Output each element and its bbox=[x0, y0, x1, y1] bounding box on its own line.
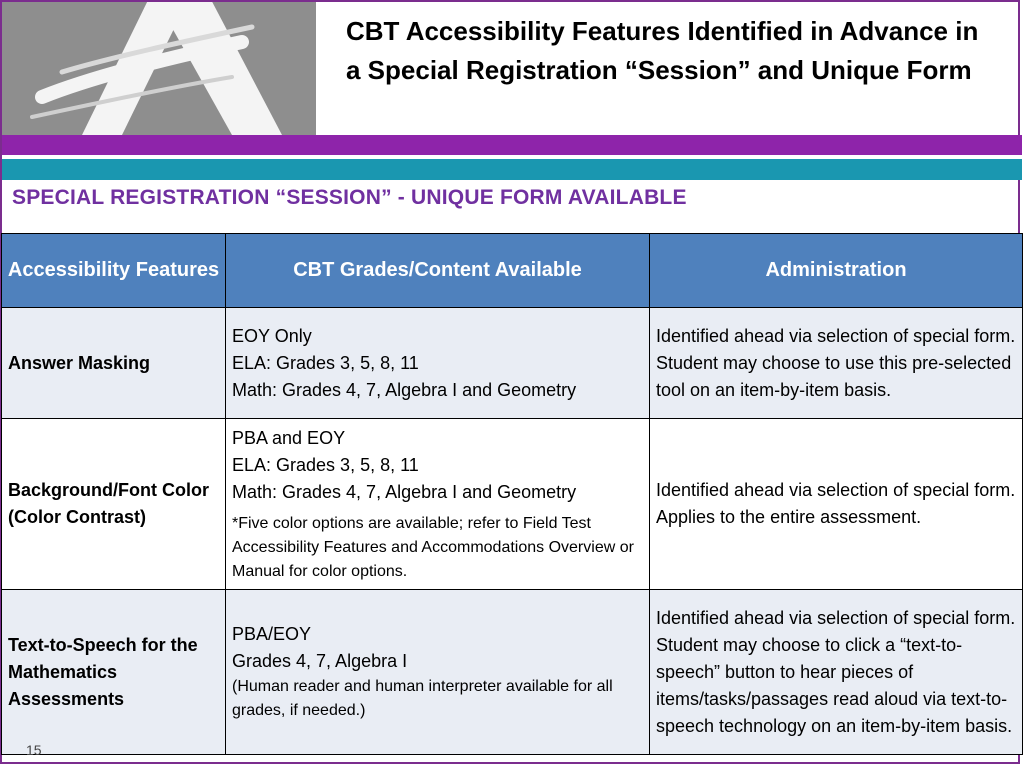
administration-cell: Identified ahead via selection of special form. Student may choose to use this pre-selected tool on an item-by-item basis. bbox=[650, 308, 1023, 419]
content-line: ELA: Grades 3, 5, 8, 11 bbox=[232, 352, 419, 373]
table-row bbox=[2, 308, 1023, 419]
logo-letter-a-icon bbox=[2, 2, 316, 135]
teal-band bbox=[2, 159, 1022, 180]
content-cell bbox=[226, 308, 650, 419]
logo bbox=[2, 2, 316, 135]
content-line: Grades 4, 7, Algebra I bbox=[232, 651, 408, 671]
administration-cell: Identified ahead via selection of special form. Applies to the entire assessment. bbox=[650, 419, 1023, 590]
content-line: PBA/EOY bbox=[232, 624, 312, 644]
table-header-row bbox=[2, 234, 1023, 308]
header-grades-content: CBT Grades/Content Available bbox=[226, 234, 650, 308]
accessibility-table bbox=[1, 233, 1023, 755]
page-number: 15 bbox=[26, 742, 42, 758]
content-note: (Human reader and human interpreter available for all grades, if needed.) bbox=[232, 678, 613, 719]
feature-cell: Background/Font Color (Color Contrast) bbox=[2, 419, 226, 590]
purple-band bbox=[2, 135, 1022, 155]
content-line: Math: Grades 4, 7, Algebra I and Geometry bbox=[232, 379, 577, 400]
table-row bbox=[2, 419, 1023, 590]
content-line: PBA and EOY bbox=[232, 427, 346, 448]
content-line: ELA: Grades 3, 5, 8, 11 bbox=[232, 454, 419, 475]
section-subtitle: SPECIAL REGISTRATION “SESSION” - UNIQUE FORM AVAILABLE bbox=[12, 186, 687, 209]
header-administration: Administration bbox=[650, 234, 1023, 308]
feature-cell: Text-to-Speech for the Mathematics Assessments bbox=[2, 590, 226, 755]
content-cell bbox=[226, 419, 650, 590]
feature-cell: Answer Masking bbox=[2, 308, 226, 419]
administration-cell: Identified ahead via selection of special form. Student may choose to click a “text-to-speech” button to hear pieces of items/tasks/passages read aloud via text-to-speech technology on an item-by-item basis. bbox=[650, 590, 1023, 755]
header-accessibility-features: Accessibility Features bbox=[2, 234, 226, 308]
content-line: EOY Only bbox=[232, 325, 312, 346]
slide-title: CBT Accessibility Features Identified in Advance in a Special Registration “Session” and Unique Form bbox=[346, 16, 979, 85]
content-cell bbox=[226, 590, 650, 755]
table-row bbox=[2, 590, 1023, 755]
content-line: Math: Grades 4, 7, Algebra I and Geometry bbox=[232, 481, 577, 502]
content-note: *Five color options are available; refer to Field Test Accessibility Features and Accommodations Overview or Manual for color options. bbox=[232, 514, 634, 580]
